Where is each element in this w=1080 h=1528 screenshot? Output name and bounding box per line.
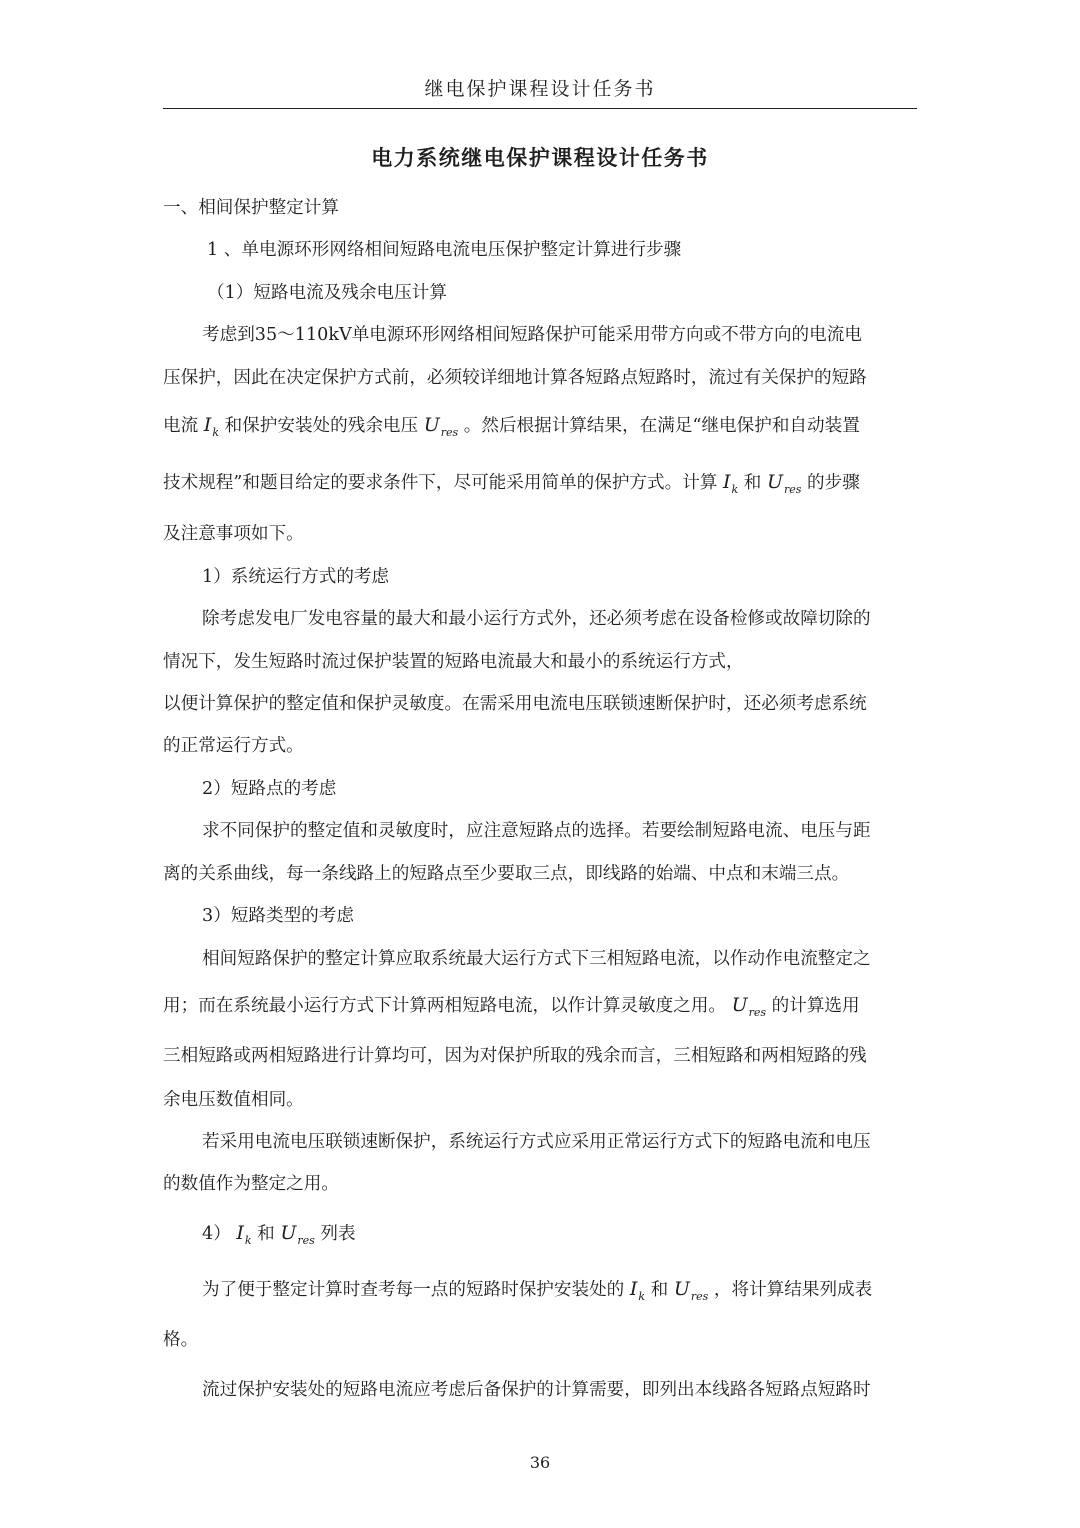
p1-line-2: 压保护，因此在决定保护方式前，必须较详细地计算各短路点短路时，流过有关保护的短路: [163, 368, 867, 388]
p1-line-3: 电流 $I_k$ 和保护安装处的残余电压 $U_{res}$ 。然后根据计算结果，在满足“继电保护和自动装置: [163, 414, 860, 439]
s4-line-2: 格。: [163, 1330, 199, 1350]
subsection-heading: 1 、单电源环形网络相间短路电流电压保护整定计算进行步骤: [207, 240, 682, 260]
section-heading: 一、相间保护整定计算: [163, 198, 339, 218]
s3-line-4: 余电压数值相同。: [163, 1090, 304, 1110]
running-header: 继电保护课程设计任务书: [424, 78, 656, 100]
s2-heading: 2）短路点的考虑: [202, 779, 337, 799]
s2-line-2: 离的关系曲线，每一条线路上的短路点至少要取三点，即线路的始端、中点和末端三点。: [163, 864, 850, 884]
s3-line-6: 的数值作为整定之用。: [163, 1174, 339, 1194]
s3-line-3: 三相短路或两相短路进行计算均可，因为对保护所取的残余而言，三相短路和两相短路的残: [163, 1046, 867, 1066]
item-heading: （1）短路电流及残余电压计算: [207, 283, 447, 303]
page-title: 电力系统继电保护课程设计任务书: [371, 146, 709, 170]
s3-line-1: 相间短路保护的整定计算应取系统最大运行方式下三相短路电流，以作动作电流整定之: [202, 949, 871, 969]
p1-line-1: 考虑到35～110kV单电源环形网络相间短路保护可能采用带方向或不带方向的电流电: [202, 325, 862, 345]
page-number: 36: [529, 1453, 551, 1472]
s1-line-1: 除考虑发电厂发电容量的最大和最小运行方式外，还必须考虑在设备检修或故障切除的: [202, 609, 871, 629]
s3-heading: 3）短路类型的考虑: [202, 906, 354, 926]
s1-line-3: 以便计算保护的整定值和保护灵敏度。在需采用电流电压联锁速断保护时，还必须考虑系统: [163, 694, 867, 714]
header-rule: [163, 108, 917, 109]
s4-heading: 4） $I_k$ 和 $U_{res}$ 列表: [202, 1222, 356, 1247]
s4-line-1: 为了便于整定计算时查考每一点的短路时保护安装处的 $I_k$ 和 $U_{res}$ ，将计算结果列成表: [202, 1278, 873, 1303]
s2-line-1: 求不同保护的整定值和灵敏度时，应注意短路点的选择。若要绘制短路电流、电压与距: [202, 821, 871, 841]
s1-line-2: 情况下，发生短路时流过保护装置的短路电流最大和最小的系统运行方式，: [163, 652, 744, 672]
s3-line-5: 若采用电流电压联锁速断保护，系统运行方式应采用正常运行方式下的短路电流和电压: [202, 1132, 871, 1152]
p1-line-5: 及注意事项如下。: [163, 524, 304, 544]
p1-line-4: 技术规程”和题目给定的要求条件下，尽可能采用简单的保护方式。计算 $I_k$ 和 $U_{res}$ 的步骤: [163, 471, 860, 496]
symbol-k: k: [212, 426, 219, 439]
s3-line-2: 用；而在系统最小运行方式下计算两相短路电流，以作计算灵敏度之用。 $U_{res}$ 的计算选用: [163, 994, 860, 1019]
s4-line-3: 流过保护安装处的短路电流应考虑后备保护的计算需要，即列出本线路各短路点短路时: [202, 1380, 871, 1400]
symbol-U: U: [423, 414, 440, 436]
s1-line-4: 的正常运行方式。: [163, 736, 304, 756]
symbol-I: I: [203, 414, 212, 436]
s1-heading: 1）系统运行方式的考虑: [202, 567, 390, 587]
symbol-res: res: [440, 426, 459, 439]
